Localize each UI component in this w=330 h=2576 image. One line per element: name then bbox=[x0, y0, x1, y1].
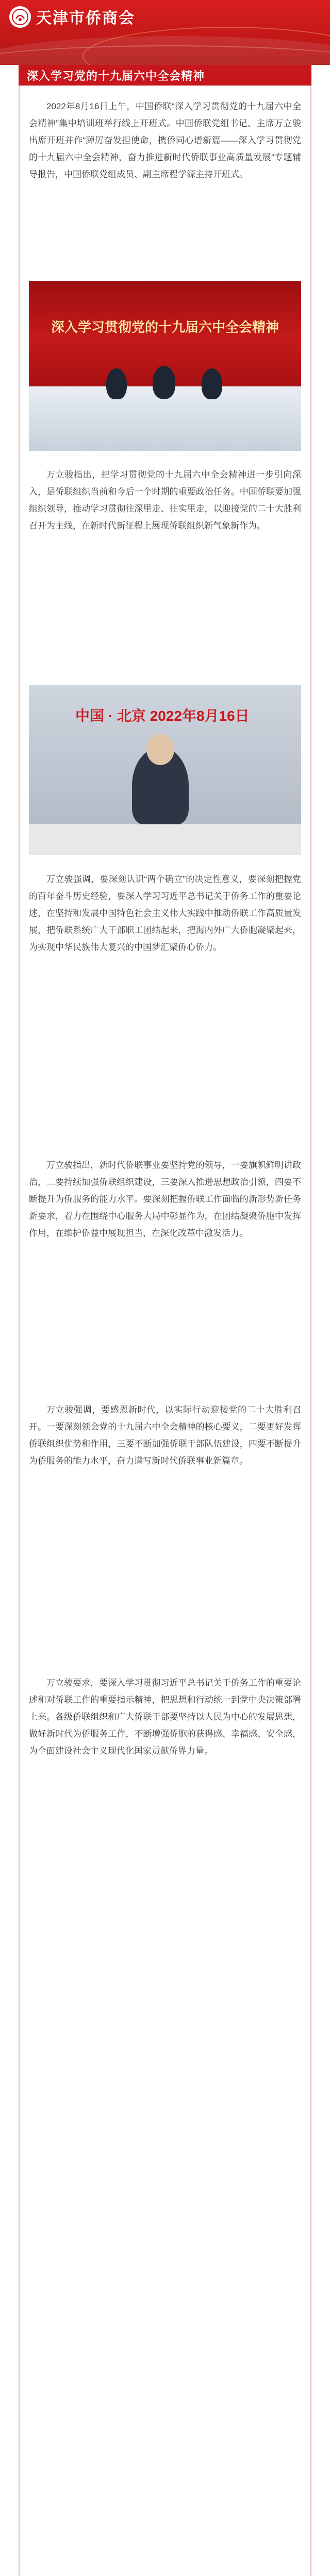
speaker-head bbox=[146, 734, 174, 765]
article-title: 深入学习党的十九届六中全会精神 bbox=[27, 69, 205, 82]
speaker-photo bbox=[29, 685, 301, 855]
photo-person bbox=[202, 368, 222, 399]
content-frame bbox=[19, 86, 311, 2576]
paragraph-1: 2022年8月16日上午，中国侨联“深入学习贯彻党的十九届六中全会精神”集中培训班举行线上开班式。中国侨联党组书记、主席万立骏出席开班并作“踔厉奋发担使命，携侨同心谱新篇——深入学习贯彻党的十九届六中全会精神，奋力推进新时代侨联事业高质量发展”专题辅导报告，中国侨联党组成员、副主席程学源主持开班式。 bbox=[29, 101, 301, 179]
article-title-bar bbox=[19, 65, 311, 86]
paragraph-6: 万立骏要求，要深入学习贯彻习近平总书记关于侨务工作的重要论述和对侨联工作的重要指示精神，把思想和行动统一到党中央决策部署上来。各级侨联组织和广大侨联干部要坚持以人民为中心的发展思想，做好新时代为侨服务工作，不断增强侨胞的获得感、幸福感、安全感，为全面建设社会主义现代化国家贡献侨界力量。 bbox=[29, 1678, 301, 1756]
header-banner bbox=[0, 0, 330, 65]
paragraph-3: 万立骏强调，要深刻认识“两个确立”的决定性意义，要深刻把握党的百年奋斗历史经验，要深入学习习近平总书记关于侨务工作的重要论述，在坚持和发展中国特色社会主义伟大实践中推动侨联工作高质量发展，把侨联系统广大干部职工团结起来，把海内外广大侨胞凝聚起来，为实现中华民族伟大复兴的中国梦汇聚侨心侨力。 bbox=[29, 874, 301, 952]
desk bbox=[29, 824, 301, 855]
paragraph-4: 万立骏指出，新时代侨联事业要坚持党的领导，一要旗帜鲜明讲政治，二要持续加强侨联组织建设，三要深入推进思想政治引领，四要不断提升为侨服务的能力水平。要深刻把握侨联工作面临的新形势新任务新要求，着力在围绕中心服务大局中彰显作为，在团结凝聚侨胞中发挥作用，在维护侨益中展现担当，在深化改革中激发活力。 bbox=[29, 1160, 301, 1238]
photo-banner-text: 深入学习贯彻党的十九届六中全会精神 bbox=[51, 319, 279, 335]
photo-caption-text: 中国 · 北京 2022年8月16日 bbox=[75, 708, 250, 724]
banner-wave bbox=[0, 45, 330, 65]
org-name: 天津市侨商会 bbox=[36, 9, 135, 27]
org-logo-icon bbox=[9, 6, 31, 28]
photo-person bbox=[106, 368, 127, 399]
paragraph-2: 万立骏指出，把学习贯彻党的十九届六中全会精神进一步引向深入，是侨联组织当前和今后一个时期的重要政治任务。中国侨联要加强组织领导，推动学习贯彻往深里走、往实里走，以迎接党的二十大胜利召开为主线，在新时代新征程上展现侨联组织新气象新作为。 bbox=[29, 470, 301, 531]
paragraph-5: 万立骏强调，要感恩新时代，以实际行动迎接党的二十大胜利召开。一要深刻领会党的十九届六中全会精神的核心要义，二要更好发挥侨联组织优势和作用，三要不断加强侨联干部队伍建设，四要不断提升为侨服务的能力水平，奋力谱写新时代侨联事业新篇章。 bbox=[29, 1405, 301, 1466]
meeting-photo-1 bbox=[29, 281, 301, 451]
photo-person bbox=[153, 366, 175, 399]
